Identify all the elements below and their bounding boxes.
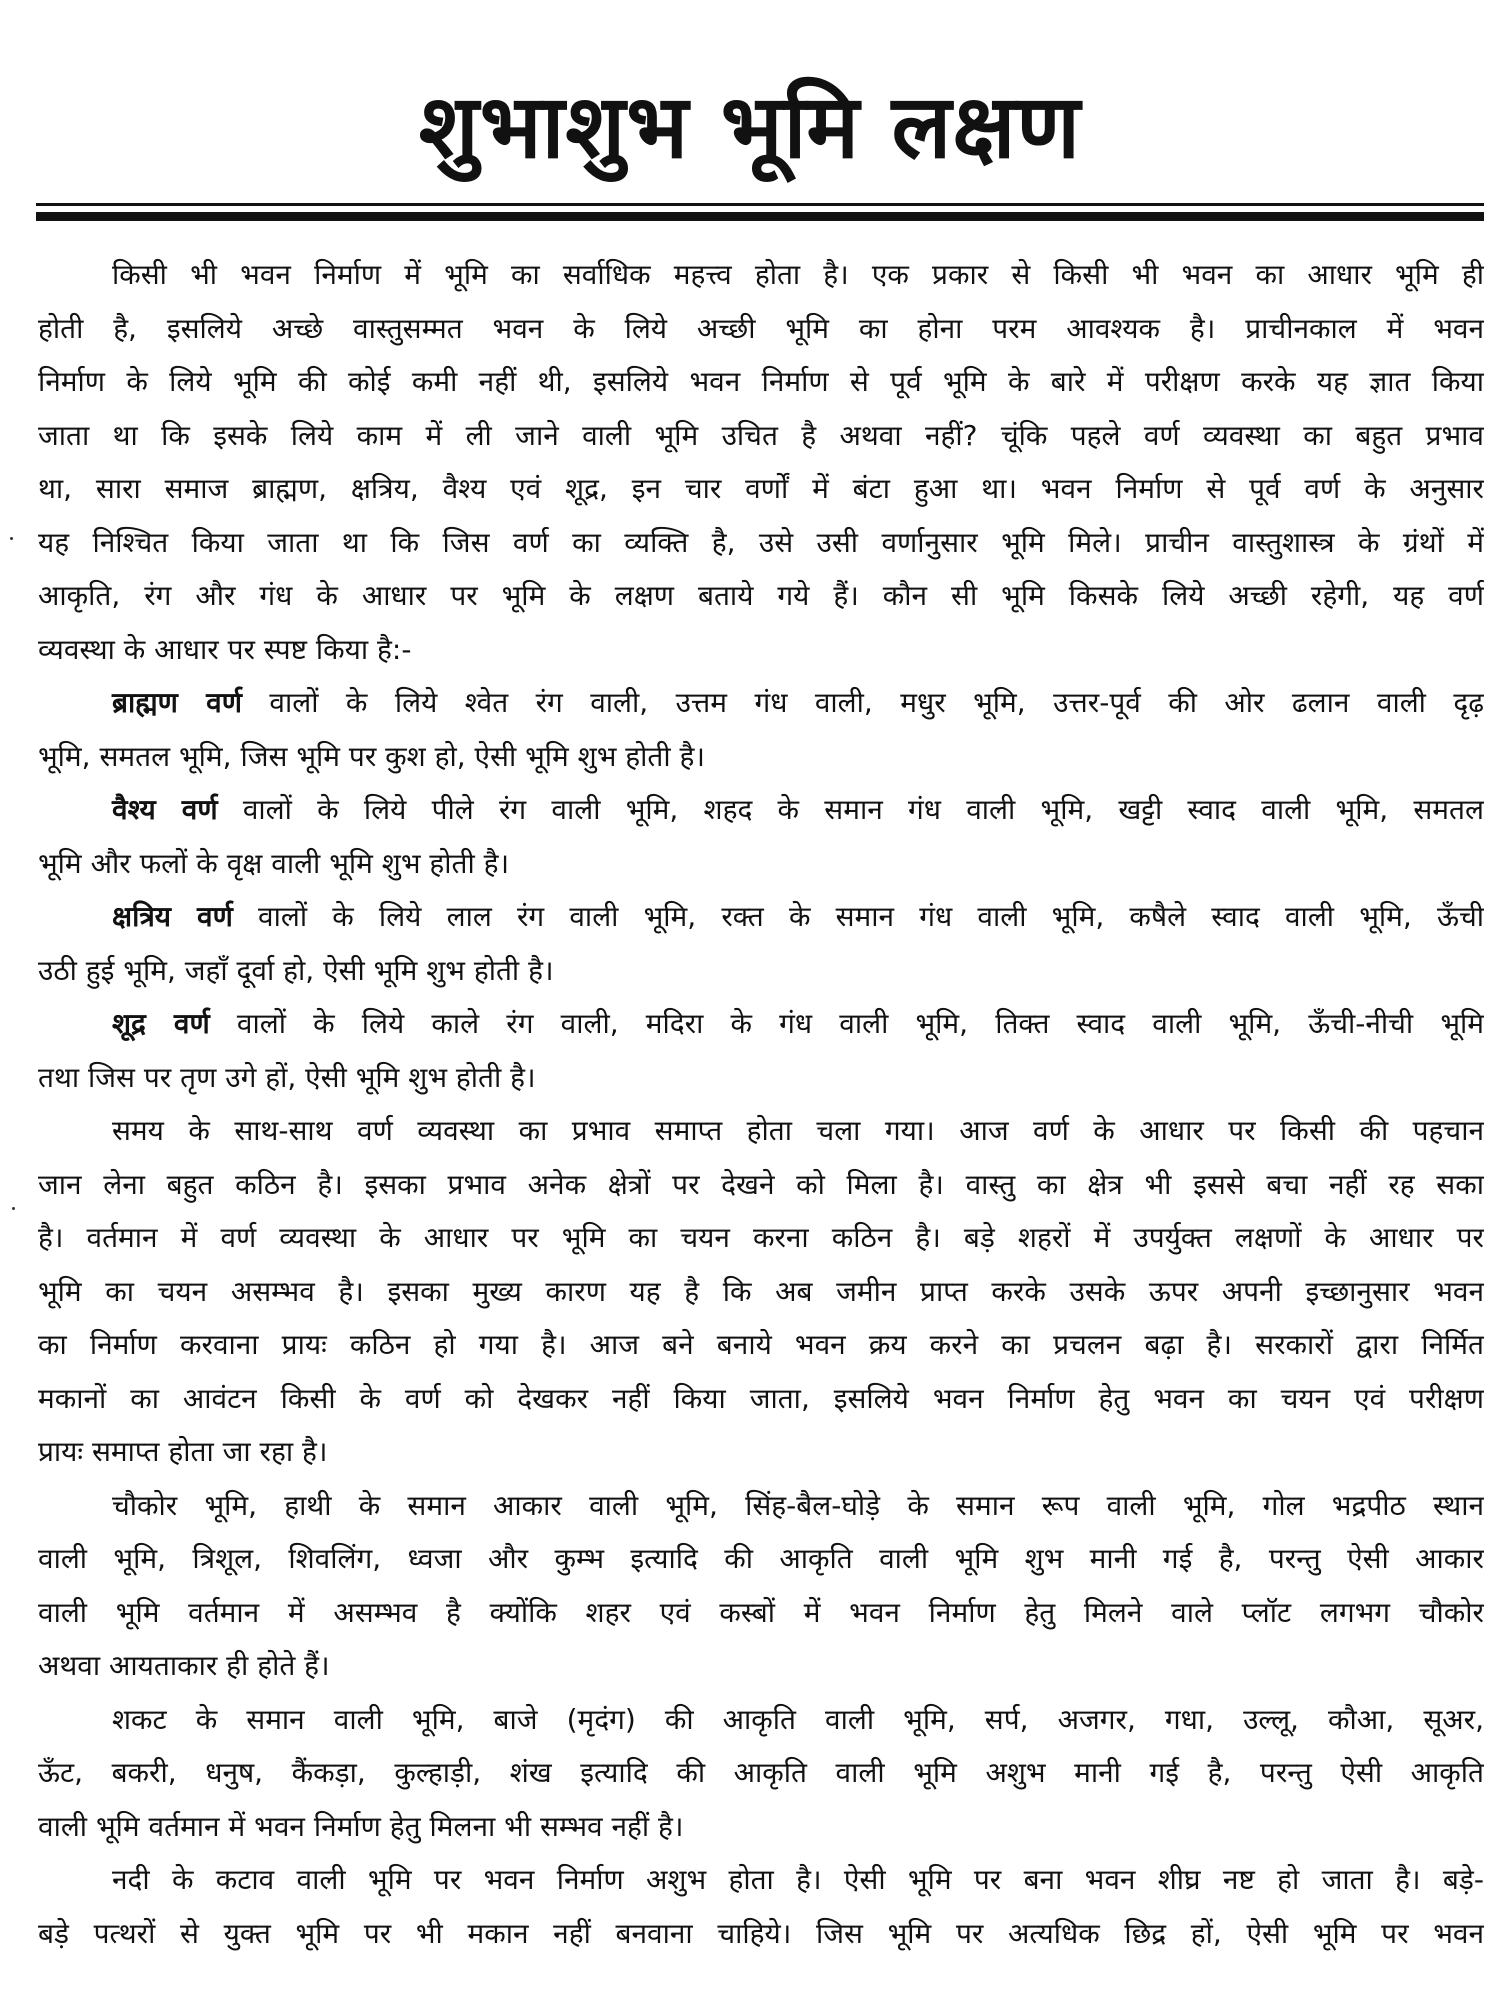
line-text: वाली भूमि वर्तमान में भवन निर्माण हेतु मिलना भी सम्भव नहीं है। [38, 1809, 684, 1843]
text-line [38, 1211, 1484, 1265]
varna-heading: क्षत्रिय वर्ण [112, 900, 233, 933]
line-text: होती है, इसलिये अच्छे वास्तुसम्मत भवन के लिये अच्छी भूमि का होना परम आवश्यक है। प्राचीनकाल में भवन [38, 311, 1484, 345]
scan-speck [10, 537, 13, 540]
varna-heading: शूद्र वर्ण [112, 1007, 210, 1040]
line-text: बड़े पत्थरों से युक्त भूमि पर भी मकान नहीं बनवाना चाहिये। जिस भूमि पर अत्यधिक छिद्र हों, ऐसी भूमि पर भवन [38, 1916, 1484, 1950]
line-text: भूमि का चयन असम्भव है। इसका मुख्य कारण यह है कि अब जमीन प्राप्त करके उसके ऊपर अपनी इच्छानुसार भवन [38, 1274, 1484, 1308]
line-text: वाली भूमि, त्रिशूल, शिवलिंग, ध्वजा और कुम्भ इत्यादि की आकृति वाली भूमि शुभ मानी गई है, परन्तु ऐसी आकार [38, 1542, 1484, 1575]
text-line [38, 997, 1484, 1051]
varna-heading: वैश्य वर्ण [112, 793, 218, 826]
line-text: वालों के लिये श्वेत रंग वाली, उत्तम गंध वाली, मधुर भूमि, उत्तर-पूर्व की ओर ढलान वाली दृढ़ [242, 686, 1484, 719]
page-title: शुभाशुभ भूमि लक्षण [418, 75, 1082, 178]
text-line [38, 676, 1484, 730]
line-text: यह निश्चित किया जाता था कि जिस वर्ण का व्यक्ति है, उसे उसी वर्णानुसार भूमि मिले। प्राचीन वास्तुशास्त्र के ग्रंथों में [38, 525, 1484, 559]
line-text: मकानों का आवंटन किसी के वर्ण को देखकर नहीं किया जाता, इसलिये भवन निर्माण हेतु भवन का चयन एवं परीक्षण [38, 1381, 1484, 1415]
line-text: वालों के लिये लाल रंग वाली भूमि, रक्त के समान गंध वाली भूमि, कषैले स्वाद वाली भूमि, ऊँची [232, 900, 1484, 933]
line-text: भूमि, समतल भूमि, जिस भूमि पर कुश हो, ऐसी भूमि शुभ होती है। [38, 739, 706, 773]
title-rule-thin [36, 203, 1484, 206]
line-text: ऊँट, बकरी, धनुष, कैंकड़ा, कुल्हाड़ी, शंख इत्यादि की आकृति वाली भूमि अशुभ मानी गई है, परन्तु ऐसी आकृति [38, 1756, 1484, 1789]
text-line [38, 1372, 1484, 1426]
text-line [38, 1479, 1484, 1533]
line-text: था, सारा समाज ब्राह्मण, क्षत्रिय, वैश्य एवं शूद्र, इन चार वर्णों में बंटा हुआ था। भवन निर्माण से पूर्व वर्ण के अनुसार [38, 472, 1484, 505]
line-text: आकृति, रंग और गंध के आधार पर भूमि के लक्षण बताये गये हैं। कौन सी भूमि किसके लिये अच्छी रहेगी, यह वर्ण [38, 579, 1484, 612]
text-line [38, 1158, 1484, 1212]
text-line [38, 1907, 1484, 1961]
text-line [38, 944, 1484, 998]
text-line [38, 1318, 1484, 1372]
text-line [38, 1425, 1484, 1479]
line-text: है। वर्तमान में वर्ण व्यवस्था के आधार पर भूमि का चयन करना कठिन है। बड़े शहरों में उपर्युक्त लक्षणों के आधार पर [38, 1221, 1484, 1254]
text-line [38, 355, 1484, 409]
text-line [38, 462, 1484, 516]
line-text: का निर्माण करवाना प्रायः कठिन हो गया है। आज बने बनाये भवन क्रय करने का प्रचलन बढ़ा है। सरकारों द्वारा निर्मित [38, 1328, 1484, 1361]
line-text: अथवा आयताकार ही होते हैं। [38, 1649, 330, 1682]
text-line [38, 730, 1484, 784]
text-line [38, 1265, 1484, 1319]
text-line [38, 516, 1484, 570]
line-text: व्यवस्था के आधार पर स्पष्ट किया है:- [38, 632, 412, 666]
line-text: प्रायः समाप्त होता जा रहा है। [38, 1435, 328, 1468]
line-text: उठी हुई भूमि, जहाँ दूर्वा हो, ऐसी भूमि शुभ होती है। [38, 953, 554, 987]
text-line [38, 837, 1484, 891]
line-text: किसी भी भवन निर्माण में भूमि का सर्वाधिक महत्त्व होता है। एक प्रकार से किसी भी भवन का आधार भूमि ही [112, 258, 1484, 291]
text-line [38, 248, 1484, 302]
line-text: वालों के लिये पीले रंग वाली भूमि, शहद के समान गंध वाली भूमि, खट्टी स्वाद वाली भूमि, समतल [217, 793, 1484, 826]
line-text: निर्माण के लिये भूमि की कोई कमी नहीं थी, इसलिये भवन निर्माण से पूर्व भूमि के बारे में परीक्षण करके यह ज्ञात किया [38, 365, 1484, 398]
text-line [38, 1800, 1484, 1854]
line-text: भूमि और फलों के वृक्ष वाली भूमि शुभ होती है। [38, 846, 510, 880]
line-text: समय के साथ-साथ वर्ण व्यवस्था का प्रभाव समाप्त होता चला गया। आज वर्ण के आधार पर किसी की पहचान [112, 1114, 1484, 1147]
text-line [38, 1051, 1484, 1105]
line-text: वालों के लिये काले रंग वाली, मदिरा के गंध वाली भूमि, तिक्त स्वाद वाली भूमि, ऊँची-नीची भूमि [209, 1007, 1484, 1040]
text-line [38, 1639, 1484, 1693]
text-line [38, 569, 1484, 623]
varna-heading: ब्राह्मण वर्ण [112, 686, 242, 719]
text-line [38, 1104, 1484, 1158]
line-text: शकट के समान वाली भूमि, बाजे (मृदंग) की आकृति वाली भूमि, सर्प, अजगर, गधा, उल्लू, कौआ, सूअर, [112, 1702, 1484, 1736]
text-line [38, 1853, 1484, 1907]
text-line [38, 1532, 1484, 1586]
text-line [38, 1586, 1484, 1640]
document-body [38, 248, 1484, 1960]
text-line [38, 302, 1484, 356]
text-line [38, 783, 1484, 837]
line-text: तथा जिस पर तृण उगे हों, ऐसी भूमि शुभ होती है। [38, 1060, 536, 1094]
line-text: नदी के कटाव वाली भूमि पर भवन निर्माण अशुभ होता है। ऐसी भूमि पर बना भवन शीघ्र नष्ट हो जाता है। बड़े- [112, 1863, 1484, 1896]
line-text: चौकोर भूमि, हाथी के समान आकार वाली भूमि, सिंह-बैल-घोड़े के समान रूप वाली भूमि, गोल भद्रपीठ स्थान [112, 1488, 1484, 1522]
text-line [38, 409, 1484, 463]
text-line [38, 890, 1484, 944]
scan-speck [12, 1207, 15, 1210]
text-line [38, 1746, 1484, 1800]
text-line [38, 1693, 1484, 1747]
line-text: जाता था कि इसके लिये काम में ली जाने वाली भूमि उचित है अथवा नहीं? चूंकि पहले वर्ण व्यवस्था का बहुत प्रभाव [38, 418, 1484, 452]
line-text: जान लेना बहुत कठिन है। इसका प्रभाव अनेक क्षेत्रों पर देखने को मिला है। वास्तु का क्षेत्र भी इससे बचा नहीं रह सका [38, 1167, 1484, 1201]
text-line [38, 623, 1484, 677]
title-rule-thick [36, 212, 1484, 221]
line-text: वाली भूमि वर्तमान में असम्भव है क्योंकि शहर एवं कस्बों में भवन निर्माण हेतु मिलने वाले प्लॉट लगभग चौकोर [38, 1595, 1484, 1629]
